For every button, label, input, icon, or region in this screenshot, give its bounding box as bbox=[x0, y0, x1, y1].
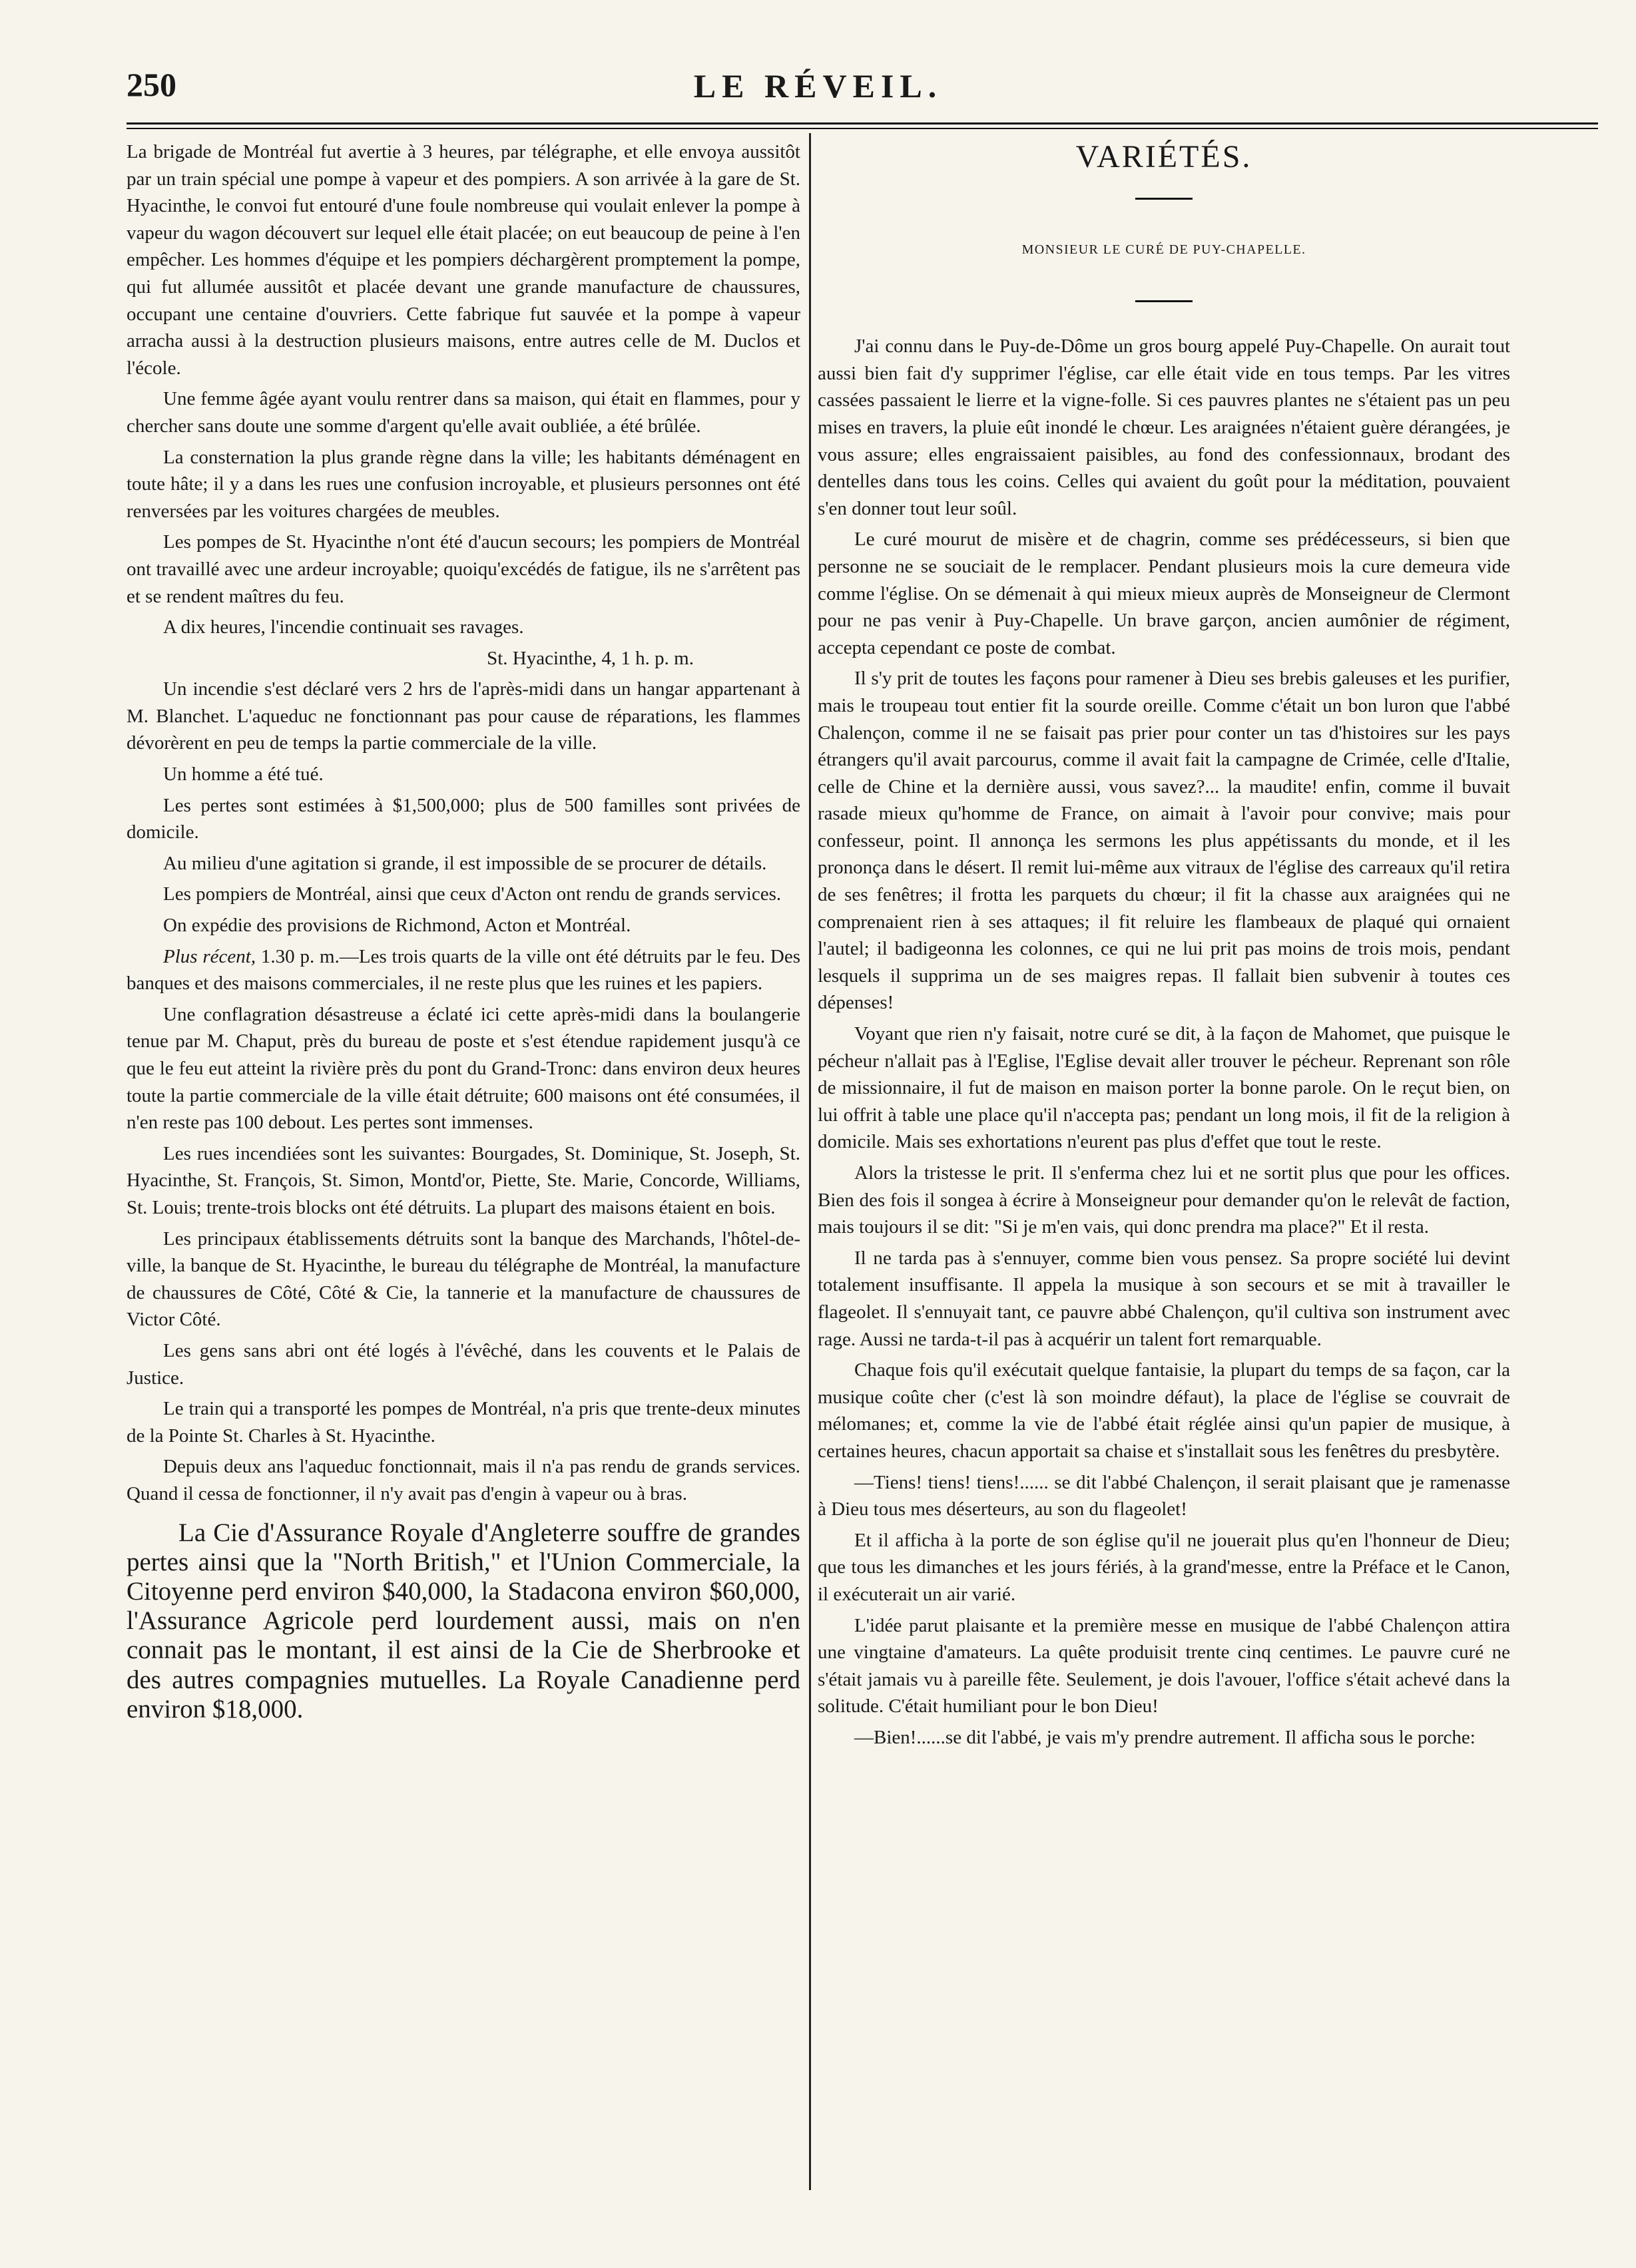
paragraph: La brigade de Montréal fut avertie à 3 heures, par télégraphe, et elle envoya aussitôt par un train spécial une pompe à vapeur et des pompiers. A son arrivée à la gare de St. Hyacinthe, le convoi fut entouré d'une foule nombreuse qui voulait enlever la pompe à vapeur du wagon découvert sur lequel elle était placée; on eut beaucoup de peine à l'en empêcher. Les hommes d'équipe et les pompiers déchargèrent promptement la pompe, qui fut allumée aussitôt et placée devant une grande manufacture de chaussures, occupant une centaine d'ouvriers. Cette fabrique fut sauvée et la pompe à vapeur arracha aussi à la destruction plusieurs maisons, entre autres celle de M. Duclos et l'école. bbox=[127, 141, 800, 379]
recent-text: 1.30 p. m.—Les trois quarts de la ville ont été détruits par le feu. Des banques et des maisons commerciales, il ne reste plus que les ruines et les papiers. bbox=[127, 945, 800, 995]
right-column bbox=[818, 138, 1510, 1755]
paragraph: —Bien!......se dit l'abbé, je vais m'y prendre autrement. Il afficha sous le porche: bbox=[854, 1726, 1476, 1748]
paragraph: A dix heures, l'incendie continuait ses ravages. bbox=[163, 616, 524, 638]
subtitle-rule bbox=[1135, 300, 1193, 302]
paragraph: Il s'y prit de toutes les façons pour ramener à Dieu ses brebis galeuses et les purifier, mais le troupeau tout entier fit la sourde oreille. Comme c'était un bon luron que l'abbé Chalençon, comme il ne se faisait pas prier pour conter un tas d'histoires sur les pays étrangers qu'il avait parcourus, comme il avait fait la campagne de Crimée, celle d'Italie, celle de Chine et la dernière aussi, vous savez?... la maudite! enfin, comme il buvait rasade mieux qu'homme de France, on aimait à l'avoir pour convive; mais pour confesseur, point. Il annonça les sermons les plus appétissants du monde, et il les prononça dans le désert. Il remit lui-même aux vitraux de l'église des carreaux qu'il retira de ses fenêtres; il frotta les parquets du chœur; il fit la chasse aux araignées qui ne comprenaient rien à ses attaques; il fit reluire les flambeaux de plaqué qui ornaient l'autel; il badigeonna les colonnes, ce qui ne lui prit pas moins de trois mois, pendant lesquels il supprima un de ses maigres repas. Il fallait bien subvenir à toutes ces dépenses! bbox=[818, 668, 1510, 1014]
paragraph: —Tiens! tiens! tiens!...... se dit l'abbé Chalençon, il serait plaisant que je ramenasse à Dieu tous mes déserteurs, au son du flageolet! bbox=[818, 1471, 1510, 1520]
paragraph: Les pompes de St. Hyacinthe n'ont été d'aucun secours; les pompiers de Montréal ont travaillé avec une ardeur incroyable; quoiqu'excédés de fatigue, ils ne s'arrêtent pas et se rendent maîtres du feu. bbox=[127, 531, 800, 607]
paragraph: Chaque fois qu'il exécutait quelque fantaisie, la plupart du temps de sa façon, car la musique coûte cher (c'est là son moindre défaut), la place de l'église se couvrait de mélomanes; et, comme la vie de l'abbé était réglée ainsi qu'un papier de musique, à certaines heures, chacun apportait sa chaise et s'installait sous les fenêtres du presbytère. bbox=[818, 1359, 1510, 1462]
insurance-notice: La Cie d'Assurance Royale d'Angleterre souffre de grandes pertes ainsi que la "North British," et l'Union Commerciale, la Citoyenne perd environ $40,000, la Stadacona environ $60,000, l'Assurance Agricole perd lourdement aussi, mais on n'en connait pas le montant, il est ainsi de la Cie de Sherbrooke et des autres compagnies mutuelles. La Royale Canadienne perd environ $18,000. bbox=[127, 1518, 800, 1723]
newspaper-title: LE RÉVEIL. bbox=[693, 67, 943, 105]
section-title: VARIÉTÉS. bbox=[1075, 139, 1252, 174]
header-rule-thin bbox=[127, 128, 1598, 129]
paragraph: L'idée parut plaisante et la première messe en musique de l'abbé Chalençon attira une vingtaine d'amateurs. La quête produisit trente cinq centimes. Le pauvre curé ne s'était jamais vu à pareille fête. Seulement, je dois l'avouer, l'office s'était achevé dans la solitude. C'était humiliant pour le bon Dieu! bbox=[818, 1614, 1510, 1717]
left-column bbox=[127, 138, 800, 1728]
header-rule bbox=[127, 122, 1598, 124]
paragraph: Il ne tarda pas à s'ennuyer, comme bien vous pensez. Sa propre société lui devint totalement insuffisante. Il appela la musique à son secours et se mit à travailler le flageolet. Il s'ennuyait tant, ce pauvre abbé Chalençon, qu'il cultiva son instrument avec rage. Aussi ne tarda-t-il pas à acquérir un talent fort remarquable. bbox=[818, 1247, 1510, 1350]
paragraph: Les pompiers de Montréal, ainsi que ceux d'Acton ont rendu de grands services. bbox=[163, 883, 782, 905]
paragraph: Les gens sans abri ont été logés à l'évêché, dans les couvents et le Palais de Justice. bbox=[127, 1339, 800, 1389]
paragraph: Un homme a été tué. bbox=[163, 764, 324, 786]
paragraph: Une femme âgée ayant voulu rentrer dans sa maison, qui était en flammes, pour y chercher sans doute une somme d'argent qu'elle avait oubliée, a été brûlée. bbox=[127, 388, 800, 437]
column-divider bbox=[809, 133, 811, 2190]
title-rule bbox=[1135, 198, 1193, 200]
paragraph: Alors la tristesse le prit. Il s'enferma chez lui et ne sortit plus que pour les offices. Bien des fois il songea à écrire à Monseigneur pour demander qu'on le relevât de faction, mais toujours il se dit: "Si je m'en vais, qui donc prendra ma place?" Et il resta. bbox=[818, 1162, 1510, 1238]
recent-update bbox=[127, 943, 800, 997]
paragraph: Le curé mourut de misère et de chagrin, comme ses prédécesseurs, si bien que personne ne se souciait de le remplacer. Pendant plusieurs mois la cure demeura vide comme l'église. On se démenait à qui mieux mieux auprès de Monseigneur de Clermont pour ne pas venir à Puy-Chapelle. Un brave garçon, ancien aumônier de régiment, accepta cependant ce poste de combat. bbox=[818, 529, 1510, 658]
paragraph: Au milieu d'une agitation si grande, il est impossible de se procurer de détails. bbox=[163, 852, 767, 874]
story-body bbox=[818, 333, 1510, 1751]
paragraph: Et il afficha à la porte de son église qu'il ne jouerait plus qu'en l'honneur de Dieu; que tous les dimanches et les jours fériés, à la grand'messe, entre la Préface et le Canon, il exécuterait un air varié. bbox=[818, 1529, 1510, 1605]
paragraph: Les rues incendiées sont les suivantes: Bourgades, St. Dominique, St. Joseph, St. Hyacinthe, St. François, St. Simon, Montd'or, Piette, Ste. Marie, Concorde, Williams, St. Louis; trente-trois blocks ont été détruits. La plupart des maisons étaient en bois. bbox=[127, 1142, 800, 1218]
paragraph: Le train qui a transporté les pompes de Montréal, n'a pris que trente-deux minutes de la Pointe St. Charles à St. Hyacinthe. bbox=[127, 1398, 800, 1447]
story-subtitle: MONSIEUR LE CURÉ DE PUY-CHAPELLE. bbox=[1021, 242, 1306, 257]
page-number: 250 bbox=[127, 66, 176, 103]
paragraph: Voyant que rien n'y faisait, notre curé se dit, à la façon de Mahomet, que puisque le pécheur n'allait pas à l'Eglise, l'Eglise devait aller trouver le pécheur. Reprenant son rôle de missionnaire, il fut de maison en maison porter la bonne parole. On le reçut bien, on lui offrit à table une place qu'il n'accepta pas; pendant un long mois, il fit de la religion à domicile. Mais ses exhortations n'eurent pas plus d'effet que tout le reste. bbox=[818, 1023, 1510, 1153]
paragraph: Les pertes sont estimées à $1,500,000; plus de 500 familles sont privées de domicile. bbox=[127, 794, 800, 843]
paragraph: J'ai connu dans le Puy-de-Dôme un gros bourg appelé Puy-Chapelle. On aurait tout aussi bien fait d'y supprimer l'église, car elle était vide en tous temps. Par les vitres cassées passaient le lierre et la vigne-folle. Si ces pauvres plantes ne s'étaient pas un peu mises en travers, la pluie eût inondé le chœur. Les araignées n'étaient guère dérangées, je vous assure; elles engraissaient paisibles, au fond des confessionnaux, brodant des dentelles dans tous les coins. Celles qui avaient du goût pour la méditation, pouvaient s'en donner tout leur soûl. bbox=[818, 336, 1510, 519]
paragraph: Les principaux établissements détruits sont la banque des Marchands, l'hôtel-de-ville, la banque de St. Hyacinthe, le bureau du télégraphe de Montréal, la manufacture de chaussures de Côté, Côté & Cie, la tannerie et la manufacture de chaussures de Victor Côté. bbox=[127, 1228, 800, 1331]
paragraph: On expédie des provisions de Richmond, Acton et Montréal. bbox=[163, 915, 631, 937]
paragraph: Un incendie s'est déclaré vers 2 hrs de l'après-midi dans un hangar appartenant à M. Blanchet. L'aqueduc ne fonctionnant pas pour cause de réparations, les flammes dévorèrent en peu de temps la partie commerciale de la ville. bbox=[127, 678, 800, 754]
paragraph: Une conflagration désastreuse a éclaté ici cette après-midi dans la boulangerie tenue par M. Chaput, près du bureau de poste et s'est étendue rapidement jusqu'à ce que le feu eut atteint la rivière près du pont du Grand-Tronc: dans environ deux heures toute la partie commerciale de la ville était détruite; 600 maisons ont été consumées, il n'en reste pas 100 debout. Les pertes sont immenses. bbox=[127, 1003, 800, 1134]
dateline: St. Hyacinthe, 4, 1 h. p. m. bbox=[487, 647, 694, 669]
paragraph: La consternation la plus grande règne dans la ville; les habitants déménagent en toute hâte; il y a dans les rues une confusion incroyable, et plusieurs personnes ont été renversées par les voitures chargées de meubles. bbox=[127, 446, 800, 522]
recent-lead: Plus récent, bbox=[163, 945, 256, 967]
paragraph: Depuis deux ans l'aqueduc fonctionnait, mais il n'a pas rendu de grands services. Quand il cessa de fonctionner, il n'y avait pas d'engin à vapeur ou à bras. bbox=[127, 1456, 800, 1504]
